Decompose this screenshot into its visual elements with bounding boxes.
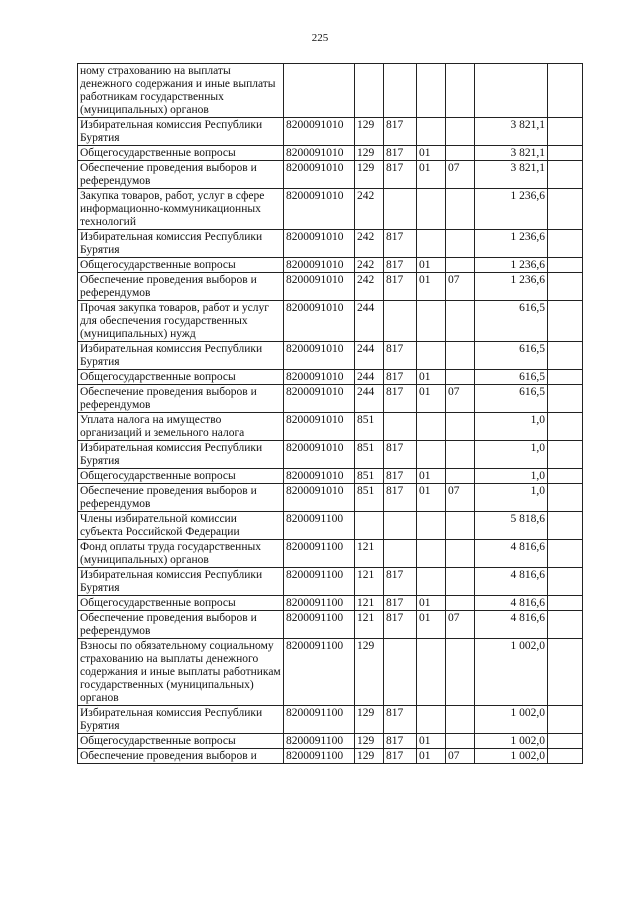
expense-type-code: [355, 512, 384, 540]
amount: 4 816,6: [475, 540, 548, 568]
expense-type-code: 129: [355, 749, 384, 764]
row-name: ному страхованию на выплаты денежного содержания и иные выплаты работникам государственных (муниципальных) органов: [78, 64, 284, 118]
expense-type-code: 121: [355, 540, 384, 568]
empty-cell: [548, 118, 583, 146]
amount: 3 821,1: [475, 118, 548, 146]
row-name: Прочая закупка товаров, работ и услуг для обеспечения государственных (муниципальных) нужд: [78, 301, 284, 342]
row-name: Избирательная комиссия Республики Бурятия: [78, 568, 284, 596]
amount: 1,0: [475, 441, 548, 469]
expense-type-code: 129: [355, 706, 384, 734]
table-row: [78, 484, 583, 512]
target-article-code: [284, 64, 355, 118]
row-name: Избирательная комиссия Республики Бурятия: [78, 706, 284, 734]
row-name: Члены избирательной комиссии субъекта Российской Федерации: [78, 512, 284, 540]
subsection-code: [446, 441, 475, 469]
table-row: [78, 301, 583, 342]
amount: 1 236,6: [475, 189, 548, 230]
administrator-code: [384, 512, 417, 540]
target-article-code: 8200091010: [284, 258, 355, 273]
table-row: [78, 161, 583, 189]
table-row: [78, 342, 583, 370]
empty-cell: [548, 273, 583, 301]
expense-type-code: 129: [355, 639, 384, 706]
row-name: Общегосударственные вопросы: [78, 734, 284, 749]
administrator-code: [384, 413, 417, 441]
table-row: [78, 611, 583, 639]
table-row: [78, 441, 583, 469]
section-code: [417, 441, 446, 469]
target-article-code: 8200091010: [284, 118, 355, 146]
section-code: [417, 230, 446, 258]
administrator-code: 817: [384, 146, 417, 161]
row-name: Обеспечение проведения выборов и референдумов: [78, 161, 284, 189]
target-article-code: 8200091010: [284, 230, 355, 258]
table-row: [78, 118, 583, 146]
amount: 1 002,0: [475, 639, 548, 706]
administrator-code: 817: [384, 469, 417, 484]
administrator-code: 817: [384, 118, 417, 146]
subsection-code: [446, 370, 475, 385]
expense-type-code: 244: [355, 370, 384, 385]
empty-cell: [548, 441, 583, 469]
table-row: [78, 706, 583, 734]
amount: 1,0: [475, 484, 548, 512]
section-code: 01: [417, 273, 446, 301]
expense-type-code: 121: [355, 611, 384, 639]
administrator-code: 817: [384, 342, 417, 370]
section-code: 01: [417, 161, 446, 189]
row-name: Общегосударственные вопросы: [78, 469, 284, 484]
subsection-code: [446, 596, 475, 611]
expense-type-code: 851: [355, 469, 384, 484]
amount: 1 236,6: [475, 230, 548, 258]
target-article-code: 8200091010: [284, 385, 355, 413]
expense-type-code: 244: [355, 301, 384, 342]
expense-type-code: 129: [355, 161, 384, 189]
empty-cell: [548, 734, 583, 749]
row-name: Взносы по обязательному социальному страхованию на выплаты денежного содержания и иные выплаты работникам государственных (муниципальных) органов: [78, 639, 284, 706]
budget-table: [77, 63, 583, 764]
row-name: Избирательная комиссия Республики Бурятия: [78, 230, 284, 258]
empty-cell: [548, 161, 583, 189]
section-code: [417, 189, 446, 230]
target-article-code: 8200091010: [284, 441, 355, 469]
amount: 1 002,0: [475, 706, 548, 734]
row-name: Уплата налога на имущество организаций и земельного налога: [78, 413, 284, 441]
empty-cell: [548, 749, 583, 764]
administrator-code: 817: [384, 230, 417, 258]
table-row: [78, 596, 583, 611]
administrator-code: 817: [384, 484, 417, 512]
section-code: [417, 413, 446, 441]
subsection-code: [446, 469, 475, 484]
administrator-code: 817: [384, 441, 417, 469]
row-name: Обеспечение проведения выборов и: [78, 749, 284, 764]
section-code: 01: [417, 749, 446, 764]
section-code: 01: [417, 370, 446, 385]
empty-cell: [548, 484, 583, 512]
row-name: Общегосударственные вопросы: [78, 370, 284, 385]
empty-cell: [548, 469, 583, 484]
subsection-code: [446, 342, 475, 370]
table-row: [78, 512, 583, 540]
target-article-code: 8200091010: [284, 189, 355, 230]
subsection-code: [446, 230, 475, 258]
table-row: [78, 64, 583, 118]
expense-type-code: 242: [355, 230, 384, 258]
subsection-code: [446, 734, 475, 749]
empty-cell: [548, 385, 583, 413]
expense-type-code: 129: [355, 118, 384, 146]
subsection-code: 07: [446, 273, 475, 301]
row-name: Общегосударственные вопросы: [78, 596, 284, 611]
expense-type-code: [355, 64, 384, 118]
amount: 3 821,1: [475, 161, 548, 189]
subsection-code: [446, 540, 475, 568]
subsection-code: 07: [446, 611, 475, 639]
subsection-code: [446, 146, 475, 161]
administrator-code: 817: [384, 568, 417, 596]
empty-cell: [548, 540, 583, 568]
administrator-code: 817: [384, 611, 417, 639]
section-code: 01: [417, 611, 446, 639]
amount: 616,5: [475, 342, 548, 370]
section-code: [417, 64, 446, 118]
table-row: [78, 273, 583, 301]
subsection-code: [446, 118, 475, 146]
expense-type-code: 851: [355, 441, 384, 469]
amount: 616,5: [475, 370, 548, 385]
section-code: [417, 118, 446, 146]
table-row: [78, 370, 583, 385]
administrator-code: [384, 64, 417, 118]
subsection-code: [446, 64, 475, 118]
row-name: Обеспечение проведения выборов и референдумов: [78, 273, 284, 301]
target-article-code: 8200091010: [284, 469, 355, 484]
subsection-code: [446, 706, 475, 734]
empty-cell: [548, 413, 583, 441]
table-row: [78, 639, 583, 706]
target-article-code: 8200091010: [284, 370, 355, 385]
amount: 1,0: [475, 469, 548, 484]
amount: 616,5: [475, 385, 548, 413]
amount: 4 816,6: [475, 596, 548, 611]
table-row: [78, 189, 583, 230]
target-article-code: 8200091100: [284, 568, 355, 596]
row-name: Обеспечение проведения выборов и референдумов: [78, 611, 284, 639]
target-article-code: 8200091100: [284, 596, 355, 611]
section-code: [417, 342, 446, 370]
administrator-code: 817: [384, 273, 417, 301]
amount: 4 816,6: [475, 611, 548, 639]
target-article-code: 8200091010: [284, 484, 355, 512]
subsection-code: [446, 639, 475, 706]
empty-cell: [548, 512, 583, 540]
administrator-code: [384, 189, 417, 230]
empty-cell: [548, 611, 583, 639]
empty-cell: [548, 596, 583, 611]
table-row: [78, 230, 583, 258]
amount: 1 236,6: [475, 258, 548, 273]
section-code: [417, 706, 446, 734]
expense-type-code: 242: [355, 189, 384, 230]
administrator-code: [384, 540, 417, 568]
empty-cell: [548, 258, 583, 273]
expense-type-code: 242: [355, 273, 384, 301]
empty-cell: [548, 189, 583, 230]
section-code: 01: [417, 385, 446, 413]
row-name: Закупка товаров, работ, услуг в сфере информационно-коммуникационных технологий: [78, 189, 284, 230]
administrator-code: 817: [384, 706, 417, 734]
target-article-code: 8200091100: [284, 706, 355, 734]
administrator-code: 817: [384, 370, 417, 385]
subsection-code: [446, 301, 475, 342]
expense-type-code: 244: [355, 385, 384, 413]
empty-cell: [548, 301, 583, 342]
amount: 5 818,6: [475, 512, 548, 540]
section-code: [417, 301, 446, 342]
row-name: Обеспечение проведения выборов и референдумов: [78, 484, 284, 512]
section-code: [417, 540, 446, 568]
row-name: Общегосударственные вопросы: [78, 258, 284, 273]
row-name: Обеспечение проведения выборов и референдумов: [78, 385, 284, 413]
administrator-code: 817: [384, 596, 417, 611]
target-article-code: 8200091100: [284, 512, 355, 540]
section-code: [417, 568, 446, 596]
expense-type-code: 121: [355, 568, 384, 596]
section-code: [417, 512, 446, 540]
subsection-code: [446, 512, 475, 540]
budget-table-body: [78, 64, 583, 764]
table-row: [78, 385, 583, 413]
amount: 1 236,6: [475, 273, 548, 301]
administrator-code: [384, 301, 417, 342]
expense-type-code: 121: [355, 596, 384, 611]
amount: [475, 64, 548, 118]
administrator-code: 817: [384, 734, 417, 749]
target-article-code: 8200091010: [284, 413, 355, 441]
empty-cell: [548, 568, 583, 596]
subsection-code: 07: [446, 385, 475, 413]
table-row: [78, 413, 583, 441]
expense-type-code: 851: [355, 413, 384, 441]
subsection-code: [446, 189, 475, 230]
section-code: [417, 639, 446, 706]
page-number: 225: [311, 32, 329, 44]
empty-cell: [548, 639, 583, 706]
amount: 616,5: [475, 301, 548, 342]
expense-type-code: 242: [355, 258, 384, 273]
section-code: 01: [417, 596, 446, 611]
target-article-code: 8200091100: [284, 611, 355, 639]
empty-cell: [548, 342, 583, 370]
subsection-code: [446, 413, 475, 441]
target-article-code: 8200091010: [284, 301, 355, 342]
expense-type-code: 851: [355, 484, 384, 512]
subsection-code: 07: [446, 749, 475, 764]
table-row: [78, 734, 583, 749]
table-row: [78, 258, 583, 273]
table-row: [78, 540, 583, 568]
administrator-code: [384, 639, 417, 706]
section-code: 01: [417, 734, 446, 749]
section-code: 01: [417, 258, 446, 273]
target-article-code: 8200091010: [284, 342, 355, 370]
section-code: 01: [417, 484, 446, 512]
administrator-code: 817: [384, 385, 417, 413]
subsection-code: 07: [446, 484, 475, 512]
row-name: Избирательная комиссия Республики Бурятия: [78, 342, 284, 370]
expense-type-code: 129: [355, 734, 384, 749]
subsection-code: 07: [446, 161, 475, 189]
target-article-code: 8200091100: [284, 540, 355, 568]
row-name: Избирательная комиссия Республики Бурятия: [78, 118, 284, 146]
target-article-code: 8200091100: [284, 734, 355, 749]
amount: 1 002,0: [475, 734, 548, 749]
expense-type-code: 129: [355, 146, 384, 161]
section-code: 01: [417, 146, 446, 161]
expense-type-code: 244: [355, 342, 384, 370]
subsection-code: [446, 258, 475, 273]
empty-cell: [548, 146, 583, 161]
target-article-code: 8200091010: [284, 146, 355, 161]
target-article-code: 8200091010: [284, 273, 355, 301]
section-code: 01: [417, 469, 446, 484]
table-row: [78, 469, 583, 484]
target-article-code: 8200091100: [284, 639, 355, 706]
table-row: [78, 146, 583, 161]
administrator-code: 817: [384, 161, 417, 189]
empty-cell: [548, 230, 583, 258]
amount: 1,0: [475, 413, 548, 441]
empty-cell: [548, 64, 583, 118]
empty-cell: [548, 370, 583, 385]
table-row: [78, 749, 583, 764]
target-article-code: 8200091010: [284, 161, 355, 189]
row-name: Фонд оплаты труда государственных (муниципальных) органов: [78, 540, 284, 568]
amount: 3 821,1: [475, 146, 548, 161]
administrator-code: 817: [384, 749, 417, 764]
administrator-code: 817: [384, 258, 417, 273]
row-name: Избирательная комиссия Республики Бурятия: [78, 441, 284, 469]
row-name: Общегосударственные вопросы: [78, 146, 284, 161]
empty-cell: [548, 706, 583, 734]
subsection-code: [446, 568, 475, 596]
table-row: [78, 568, 583, 596]
amount: 1 002,0: [475, 749, 548, 764]
target-article-code: 8200091100: [284, 749, 355, 764]
amount: 4 816,6: [475, 568, 548, 596]
